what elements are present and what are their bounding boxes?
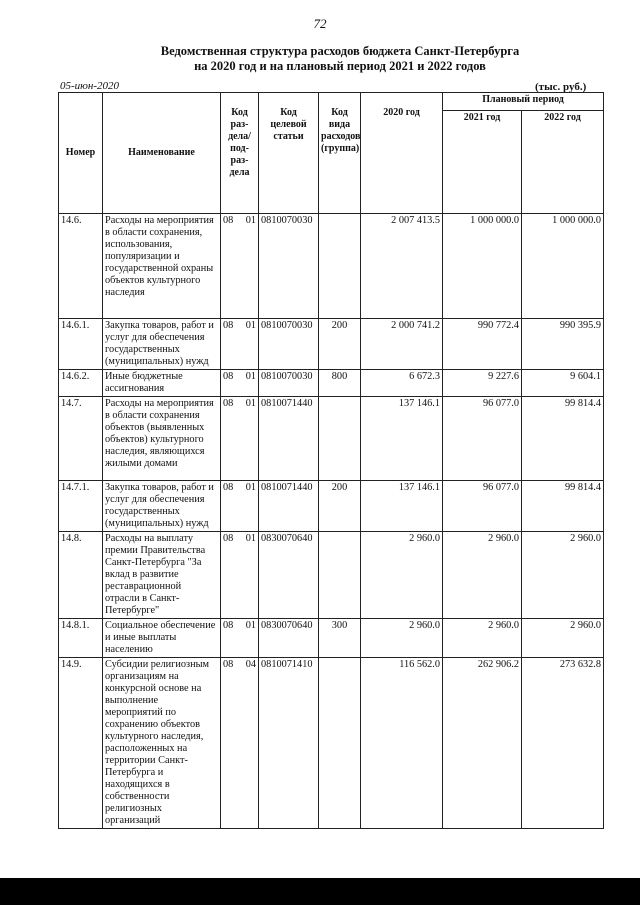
row-number: 14.9.	[59, 658, 103, 829]
table-row	[59, 214, 604, 319]
scan-bottom-edge	[0, 878, 640, 905]
row-number: 14.7.	[59, 397, 103, 481]
title-line-2: на 2020 год и на плановый период 2021 и 2022 годов	[194, 59, 486, 73]
budget-table	[58, 92, 604, 829]
row-amount-2021: 262 906.2	[443, 658, 522, 829]
row-section: 08	[221, 532, 239, 619]
row-subsection: 01	[239, 619, 259, 658]
row-amount-2022: 99 814.4	[522, 397, 604, 481]
row-kind-code: 200	[319, 319, 361, 370]
table-row	[59, 481, 604, 532]
row-name: Расходы на выплату премии Правительства Санкт-Петербурга "За вклад в развитие реставрационной отрасли в Санкт-Петербурге"	[103, 532, 221, 619]
row-subsection: 04	[239, 658, 259, 829]
header-number: Номер	[59, 93, 103, 214]
row-number: 14.8.	[59, 532, 103, 619]
table-row	[59, 397, 604, 481]
row-kind-code	[319, 397, 361, 481]
row-kind-code	[319, 532, 361, 619]
row-name: Закупка товаров, работ и услуг для обеспечения государственных (муниципальных) нужд	[103, 481, 221, 532]
header-target-code: Код целевой статьи	[259, 93, 319, 214]
row-section: 08	[221, 319, 239, 370]
row-amount-2020: 116 562.0	[361, 658, 443, 829]
row-amount-2020: 2 960.0	[361, 532, 443, 619]
header-kind-code: Код вида расходов (группа)	[319, 93, 361, 214]
row-target-code: 0830070640	[259, 532, 319, 619]
page-number: 72	[313, 16, 327, 31]
row-section: 08	[221, 370, 239, 397]
header-2022: 2022 год	[522, 111, 604, 214]
row-section: 08	[221, 481, 239, 532]
header-2020: 2020 год	[361, 93, 443, 214]
row-amount-2022: 9 604.1	[522, 370, 604, 397]
row-amount-2020: 2 960.0	[361, 619, 443, 658]
row-amount-2021: 9 227.6	[443, 370, 522, 397]
row-subsection: 01	[239, 214, 259, 319]
row-subsection: 01	[239, 319, 259, 370]
row-number: 14.6.	[59, 214, 103, 319]
table-row	[59, 619, 604, 658]
row-number: 14.6.1.	[59, 319, 103, 370]
row-target-code: 0810071440	[259, 481, 319, 532]
row-amount-2020: 2 000 741.2	[361, 319, 443, 370]
row-amount-2022: 990 395.9	[522, 319, 604, 370]
row-target-code: 0810071440	[259, 397, 319, 481]
row-amount-2022: 2 960.0	[522, 619, 604, 658]
row-amount-2021: 2 960.0	[443, 532, 522, 619]
row-number: 14.8.1.	[59, 619, 103, 658]
row-section: 08	[221, 658, 239, 829]
row-name: Расходы на мероприятия в области сохранения, использования, популяризации и государственной охраны объектов культурного наследия	[103, 214, 221, 319]
row-name: Расходы на мероприятия в области сохранения объектов (выявленных объектов) культурного наследия, являющихся жилыми домами	[103, 397, 221, 481]
row-amount-2020: 2 007 413.5	[361, 214, 443, 319]
row-amount-2022: 273 632.8	[522, 658, 604, 829]
table-row	[59, 370, 604, 397]
row-name: Субсидии религиозным организациям на конкурсной основе на выполнение мероприятий по сохранению объектов культурного наследия, расположенных на территории Санкт-Петербурга и находящихся в собственности религиозных организаций	[103, 658, 221, 829]
row-section: 08	[221, 214, 239, 319]
table-row	[59, 319, 604, 370]
row-kind-code: 300	[319, 619, 361, 658]
row-target-code: 0810071410	[259, 658, 319, 829]
row-amount-2021: 96 077.0	[443, 481, 522, 532]
row-amount-2021: 96 077.0	[443, 397, 522, 481]
row-name: Социальное обеспечение и иные выплаты населению	[103, 619, 221, 658]
header-section-code: Код раз- дела/ под- раз- дела	[221, 93, 259, 214]
row-amount-2020: 137 146.1	[361, 397, 443, 481]
row-kind-code	[319, 658, 361, 829]
table-row	[59, 532, 604, 619]
document-date: 05-июн-2020	[60, 80, 120, 92]
header-2021: 2021 год	[443, 111, 522, 214]
row-subsection: 01	[239, 481, 259, 532]
row-section: 08	[221, 397, 239, 481]
table-row	[59, 658, 604, 829]
row-amount-2021: 990 772.4	[443, 319, 522, 370]
row-amount-2021: 1 000 000.0	[443, 214, 522, 319]
page-title	[60, 44, 620, 74]
row-subsection: 01	[239, 370, 259, 397]
unit-label: (тыс. руб.)	[535, 81, 587, 93]
row-amount-2022: 1 000 000.0	[522, 214, 604, 319]
row-kind-code	[319, 214, 361, 319]
row-amount-2020: 137 146.1	[361, 481, 443, 532]
row-target-code: 0810070030	[259, 214, 319, 319]
row-name: Закупка товаров, работ и услуг для обеспечения государственных (муниципальных) нужд	[103, 319, 221, 370]
row-number: 14.7.1.	[59, 481, 103, 532]
row-name: Иные бюджетные ассигнования	[103, 370, 221, 397]
row-subsection: 01	[239, 397, 259, 481]
row-amount-2021: 2 960.0	[443, 619, 522, 658]
row-section: 08	[221, 619, 239, 658]
header-name: Наименование	[103, 93, 221, 214]
row-amount-2022: 2 960.0	[522, 532, 604, 619]
row-target-code: 0810070030	[259, 370, 319, 397]
row-subsection: 01	[239, 532, 259, 619]
row-number: 14.6.2.	[59, 370, 103, 397]
title-line-1: Ведомственная структура расходов бюджета Санкт-Петербурга	[160, 44, 520, 58]
row-amount-2022: 99 814.4	[522, 481, 604, 532]
row-target-code: 0830070640	[259, 619, 319, 658]
header-plan-period: Плановый период	[443, 93, 604, 111]
row-target-code: 0810070030	[259, 319, 319, 370]
row-kind-code: 200	[319, 481, 361, 532]
row-amount-2020: 6 672.3	[361, 370, 443, 397]
row-kind-code: 800	[319, 370, 361, 397]
